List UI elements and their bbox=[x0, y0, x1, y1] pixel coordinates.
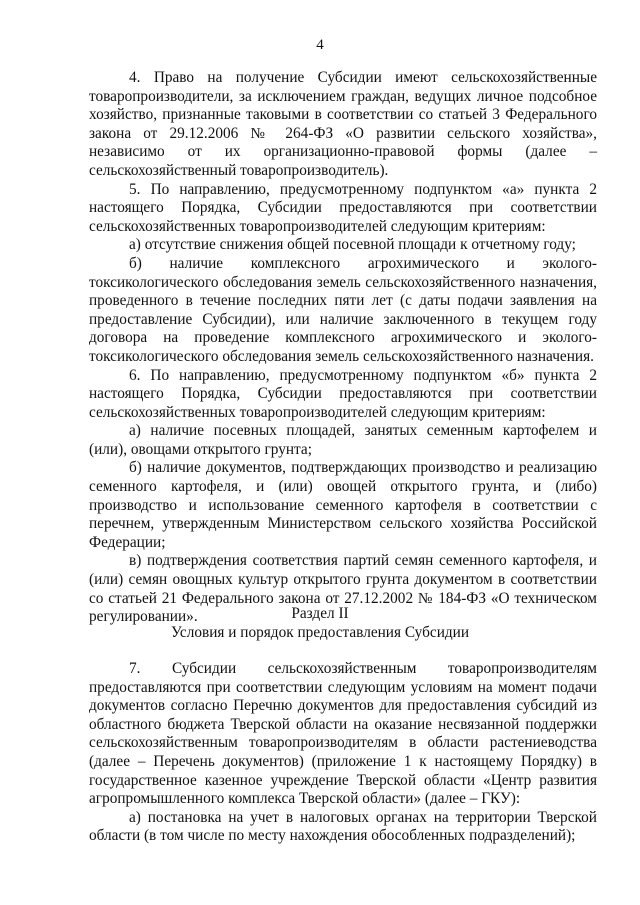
paragraph-7a: а) постановка на учет в налоговых органах на территории Тверской области (в том числе по месту нахождения обособленных подразделений); bbox=[89, 808, 597, 845]
paragraph-4: 4. Право на получение Субсидии имеют сельскохозяйственные товаропроизводители, за исключением граждан, ведущих личное подсобное хозяйство, признанные таковыми в соответствии со статьей 3 Федерального закона от 29.12.2006 № 264-ФЗ «О развитии сельского хозяйства», независимо от их организационно-правовой формы (далее – сельскохозяйственный товаропроизводитель). bbox=[89, 69, 597, 179]
section-heading: Раздел II bbox=[291, 605, 349, 622]
paragraph-6b: б) наличие документов, подтверждающих производство и реализацию семенного картофеля, и (или) овощей открытого грунта, и (либо) производство и использование семенного картофеля в соответствии с перечнем, утвержденным Министерством сельского хозяйства Российской Федерации; bbox=[89, 459, 597, 551]
paragraph-5b: б) наличие комплексного агрохимического и эколого-токсикологического обследования земель сельскохозяйственного назначения, проведенного в течение последних пяти лет (с даты подачи заявления на предоставление Субсидии), или наличие заключенного в текущем году договора на проведение комплексного агрохимического и эколого-токсикологического обследования земель сельскохозяйственного назначения. bbox=[89, 254, 597, 365]
document-body bbox=[89, 69, 597, 627]
paragraph-5a: а) отсутствие снижения общей посевной площади к отчетному году; bbox=[129, 236, 576, 254]
paragraph-6: 6. По направлению, предусмотренному подпунктом «б» пункта 2 настоящего Порядка, Субсидии предоставляются при соответствии сельскохозяйственных товаропроизводителей следующим критериям: bbox=[89, 366, 597, 421]
page-number: 4 bbox=[316, 37, 324, 53]
paragraph-6a: а) наличие посевных площадей, занятых семенным картофелем и (или), овощами открытого грунта; bbox=[89, 422, 597, 458]
section-body bbox=[89, 660, 597, 846]
section-title: Условия и порядок предоставления Субсидии bbox=[170, 624, 470, 641]
paragraph-6c: в) подтверждения соответствия партий семян семенного картофеля, и (или) семян овощных культур открытого грунта документом в соответствии со статьей 21 Федерального закона от 27.12.2002 № 184-ФЗ «О техническом регулировании». bbox=[89, 552, 597, 626]
paragraph-7: 7. Субсидии сельскохозяйственным товаропроизводителям предоставляются при соответствии следующим условиям на момент подачи документов согласно Перечню документов для предоставления субсидий из областного бюджета Тверской области на оказание несвязанной поддержки сельскохозяйственным товаропроизводителям в области растениеводства (далее – Перечень документов) (приложение 1 к настоящему Порядку) в государственное казенное учреждение Тверской области «Центр развития агропромышленного комплекса Тверской области» (далее – ГКУ): bbox=[89, 660, 597, 808]
paragraph-5: 5. По направлению, предусмотренному подпунктом «а» пункта 2 настоящего Порядка, Субсидии предоставляются при соответствии сельскохозяйственных товаропроизводителей следующим критериям: bbox=[89, 180, 597, 235]
